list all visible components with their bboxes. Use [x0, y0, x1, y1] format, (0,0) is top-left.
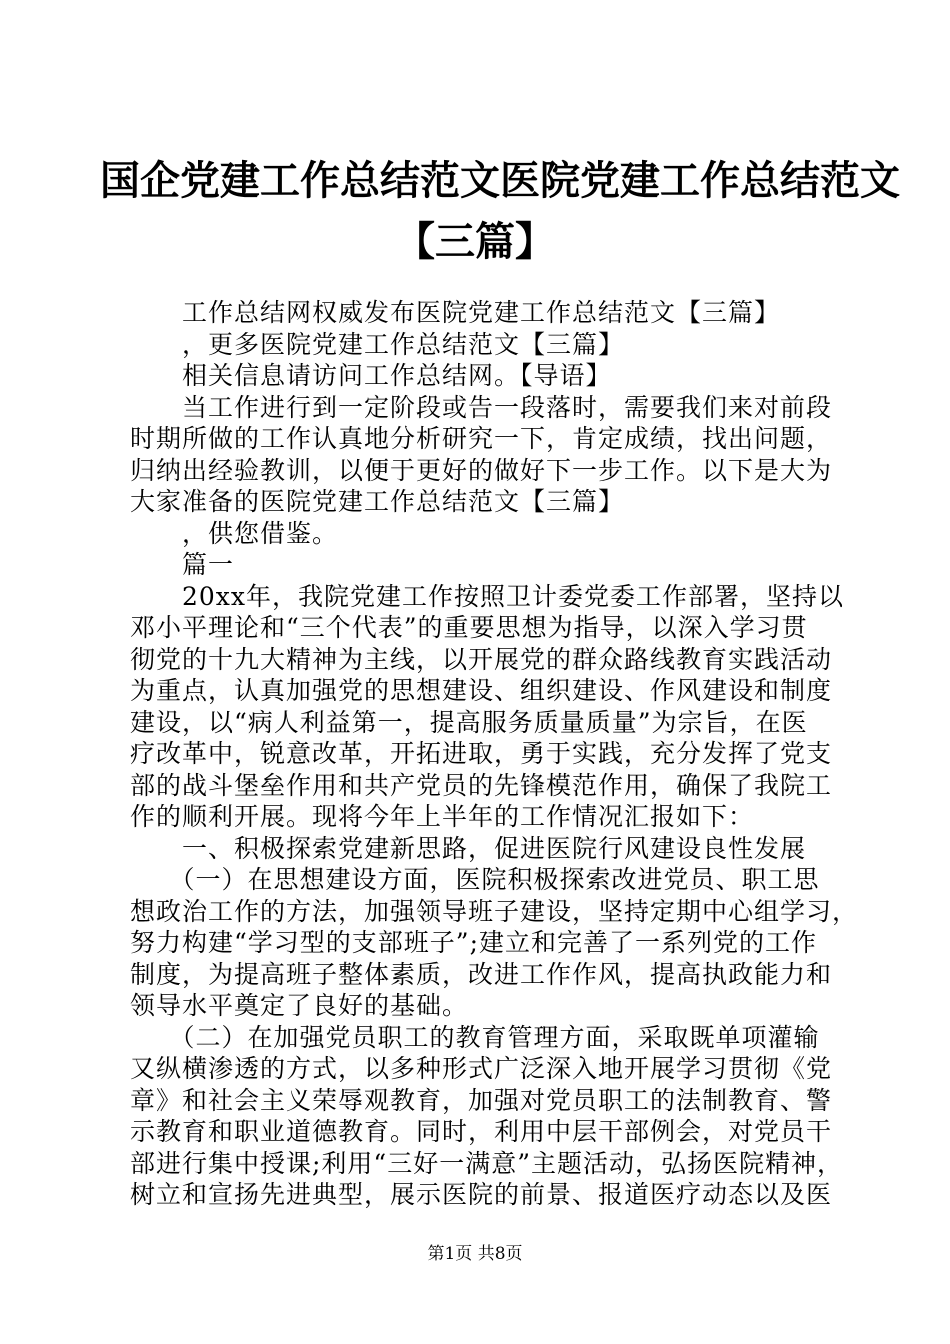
body-line: ，更多医院党建工作总结范文【三篇】 — [130, 329, 625, 359]
body-line: 制度，为提高班子整体素质，改进工作作风，提高执政能力和 — [130, 959, 833, 989]
body-line: （二）在加强党员职工的教育管理方面，采取既单项灌输 — [130, 1022, 820, 1052]
body-line: 建设，以“病人利益第一，提高服务质量质量”为宗旨，在医 — [130, 707, 808, 737]
body-line: 邓小平理论和“三个代表”的重要思想为指导，以深入学习贯 — [130, 613, 808, 642]
body-line: 部进行集中授课;利用“三好一满意”主题活动，弘扬医院精神， — [130, 1148, 843, 1178]
body-line: 一、积极探索党建新思路，促进医院行风建设良性发展 — [130, 833, 807, 863]
body-line: 想政治工作的方法，加强领导班子建设，坚持定期中心组学习， — [130, 896, 859, 926]
document-title-line-2: 【三篇】 — [395, 218, 555, 265]
body-line: 示教育和职业道德教育。同时，利用中层干部例会，对党员干 — [130, 1117, 833, 1146]
body-line: 为重点，认真加强党的思想建设、组织建设、作风建设和制度 — [130, 676, 833, 705]
body-line: 章》和社会主义荣辱观教育，加强对党员职工的法制教育、警 — [130, 1085, 833, 1115]
body-line: 部的战斗堡垒作用和共产党员的先锋模范作用，确保了我院工 — [130, 770, 833, 800]
body-line: 又纵横渗透的方式，以多种形式广泛深入地开展学习贯彻《党 — [130, 1054, 833, 1083]
document-title-line-1: 国企党建工作总结范文医院党建工作总结范文 — [100, 157, 900, 204]
body-line: 努力构建“学习型的支部班子”;建立和完善了一系列党的工作 — [130, 928, 817, 957]
body-line: 树立和宣扬先进典型，展示医院的前景、报道医疗动态以及医 — [130, 1180, 833, 1209]
body-line: 时期所做的工作认真地分析研究一下，肯定成绩，找出问题， — [130, 424, 833, 453]
body-line: 彻党的十九大精神为主线，以开展党的群众路线教育实践活动 — [130, 644, 833, 674]
body-line: 篇一 — [130, 550, 235, 579]
page-number-footer: 第1页 共8页 — [427, 1244, 523, 1264]
body-line: 工作总结网权威发布医院党建工作总结范文【三篇】 — [130, 298, 781, 327]
body-line: 疗改革中，锐意改革，开拓进取，勇于实践，充分发挥了党支 — [130, 739, 833, 768]
body-line: 领导水平奠定了良好的基础。 — [130, 991, 469, 1020]
body-line: 作的顺利开展。现将今年上半年的工作情况汇报如下： — [130, 802, 755, 831]
body-line: 当工作进行到一定阶段或告一段落时，需要我们来对前段 — [130, 392, 833, 422]
body-line: 相关信息请访问工作总结网。【导语】 — [130, 361, 612, 390]
body-line: 归纳出经验教训，以便于更好的做好下一步工作。以下是大为 — [130, 455, 833, 485]
body-line: 20xx年，我院党建工作按照卫计委党委工作部署，坚持以 — [130, 581, 845, 611]
document-body — [130, 297, 859, 1211]
body-line: ，供您借鉴。 — [130, 518, 339, 548]
body-line: （一）在思想建设方面，医院积极探索改进党员、职工思 — [130, 865, 820, 894]
body-line: 大家准备的医院党建工作总结范文【三篇】 — [130, 487, 625, 516]
